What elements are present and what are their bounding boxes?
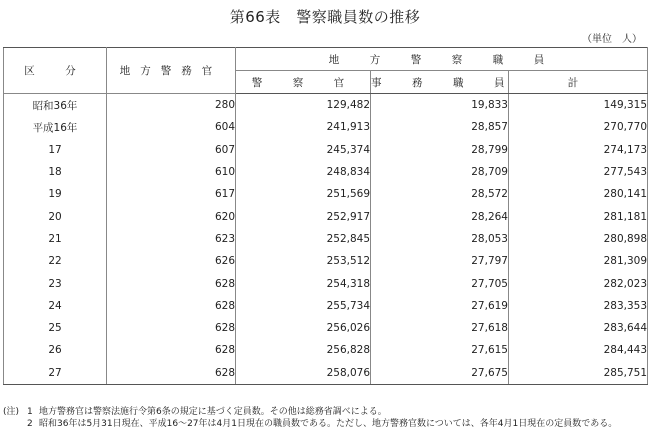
cell-police-officer: 252,917 <box>236 205 371 227</box>
cell-total: 274,173 <box>509 139 648 161</box>
header-total: 計 <box>509 71 648 94</box>
row-label: 17 <box>4 139 107 161</box>
row-label: 19 <box>4 183 107 205</box>
cell-police-officer: 255,734 <box>236 295 371 317</box>
cell-local-officer: 628 <box>107 317 236 339</box>
table-row <box>4 295 648 317</box>
footnotes <box>3 406 617 430</box>
footnote-text: 地方警務官は警察法施行令第6条の規定に基づく定員数。その他は総務省調べによる。 <box>39 407 387 417</box>
footnote <box>3 406 617 418</box>
row-label: 20 <box>4 205 107 227</box>
cell-total: 277,543 <box>509 161 648 183</box>
table-row <box>4 183 648 205</box>
cell-police-officer: 245,374 <box>236 139 371 161</box>
unit-label: （単位 人） <box>582 34 642 45</box>
row-label: 24 <box>4 295 107 317</box>
cell-total: 282,023 <box>509 272 648 294</box>
cell-local-officer: 607 <box>107 139 236 161</box>
cell-police-officer: 129,482 <box>236 94 371 117</box>
cell-admin-staff: 27,619 <box>371 295 509 317</box>
cell-admin-staff: 28,857 <box>371 116 509 138</box>
cell-police-officer: 254,318 <box>236 272 371 294</box>
cell-local-officer: 628 <box>107 362 236 385</box>
cell-local-officer: 610 <box>107 161 236 183</box>
cell-police-officer: 253,512 <box>236 250 371 272</box>
cell-police-officer: 252,845 <box>236 228 371 250</box>
table-row <box>4 317 648 339</box>
row-label: 25 <box>4 317 107 339</box>
cell-police-officer: 251,569 <box>236 183 371 205</box>
cell-admin-staff: 28,572 <box>371 183 509 205</box>
table-row <box>4 228 648 250</box>
staff-table <box>3 47 648 385</box>
cell-admin-staff: 27,615 <box>371 339 509 361</box>
header-local-police-staff: 地 方 警 察 職 員 <box>236 48 648 71</box>
row-label: 26 <box>4 339 107 361</box>
header-category: 区 分 <box>4 48 107 94</box>
table-row <box>4 94 648 117</box>
cell-local-officer: 604 <box>107 116 236 138</box>
row-label: 21 <box>4 228 107 250</box>
cell-admin-staff: 27,797 <box>371 250 509 272</box>
cell-police-officer: 248,834 <box>236 161 371 183</box>
row-label: 昭和36年 <box>4 94 107 117</box>
cell-local-officer: 628 <box>107 295 236 317</box>
cell-total: 281,309 <box>509 250 648 272</box>
table-row <box>4 116 648 138</box>
table-row <box>4 362 648 385</box>
cell-local-officer: 626 <box>107 250 236 272</box>
header-local-officer: 地方警務官 <box>107 48 236 94</box>
row-label: 23 <box>4 272 107 294</box>
cell-local-officer: 280 <box>107 94 236 117</box>
cell-admin-staff: 27,675 <box>371 362 509 385</box>
row-label: 22 <box>4 250 107 272</box>
cell-local-officer: 623 <box>107 228 236 250</box>
header-admin-staff: 事 務 職 員 <box>371 71 509 94</box>
cell-total: 280,898 <box>509 228 648 250</box>
row-label: 平成16年 <box>4 116 107 138</box>
cell-total: 283,353 <box>509 295 648 317</box>
table-row <box>4 272 648 294</box>
cell-local-officer: 620 <box>107 205 236 227</box>
table-row <box>4 250 648 272</box>
cell-admin-staff: 28,799 <box>371 139 509 161</box>
footnote-number: 2 <box>27 419 33 429</box>
cell-total: 149,315 <box>509 94 648 117</box>
footnote-prefix: (注) <box>3 407 20 417</box>
cell-police-officer: 241,913 <box>236 116 371 138</box>
cell-local-officer: 617 <box>107 183 236 205</box>
cell-police-officer: 258,076 <box>236 362 371 385</box>
footnote-number: 1 <box>27 407 33 417</box>
cell-total: 284,443 <box>509 339 648 361</box>
cell-total: 283,644 <box>509 317 648 339</box>
cell-police-officer: 256,828 <box>236 339 371 361</box>
table-row <box>4 139 648 161</box>
footnote-text: 昭和36年は5月31日現在、平成16～27年は4月1日現在の職員数である。ただし、地方警務官数については、各年4月1日現在の定員数である。 <box>39 419 618 429</box>
cell-admin-staff: 27,618 <box>371 317 509 339</box>
cell-total: 285,751 <box>509 362 648 385</box>
cell-admin-staff: 28,264 <box>371 205 509 227</box>
cell-local-officer: 628 <box>107 339 236 361</box>
page-title: 第66表 警察職員数の推移 <box>229 8 421 26</box>
row-label: 18 <box>4 161 107 183</box>
cell-total: 270,770 <box>509 116 648 138</box>
cell-local-officer: 628 <box>107 272 236 294</box>
cell-admin-staff: 28,709 <box>371 161 509 183</box>
header-police-officer: 警 察 官 <box>236 71 371 94</box>
row-label: 27 <box>4 362 107 385</box>
cell-total: 280,141 <box>509 183 648 205</box>
cell-police-officer: 256,026 <box>236 317 371 339</box>
cell-total: 281,181 <box>509 205 648 227</box>
table-row <box>4 339 648 361</box>
cell-admin-staff: 19,833 <box>371 94 509 117</box>
footnote <box>3 418 617 430</box>
cell-admin-staff: 28,053 <box>371 228 509 250</box>
table-row <box>4 205 648 227</box>
cell-admin-staff: 27,705 <box>371 272 509 294</box>
table-row <box>4 161 648 183</box>
